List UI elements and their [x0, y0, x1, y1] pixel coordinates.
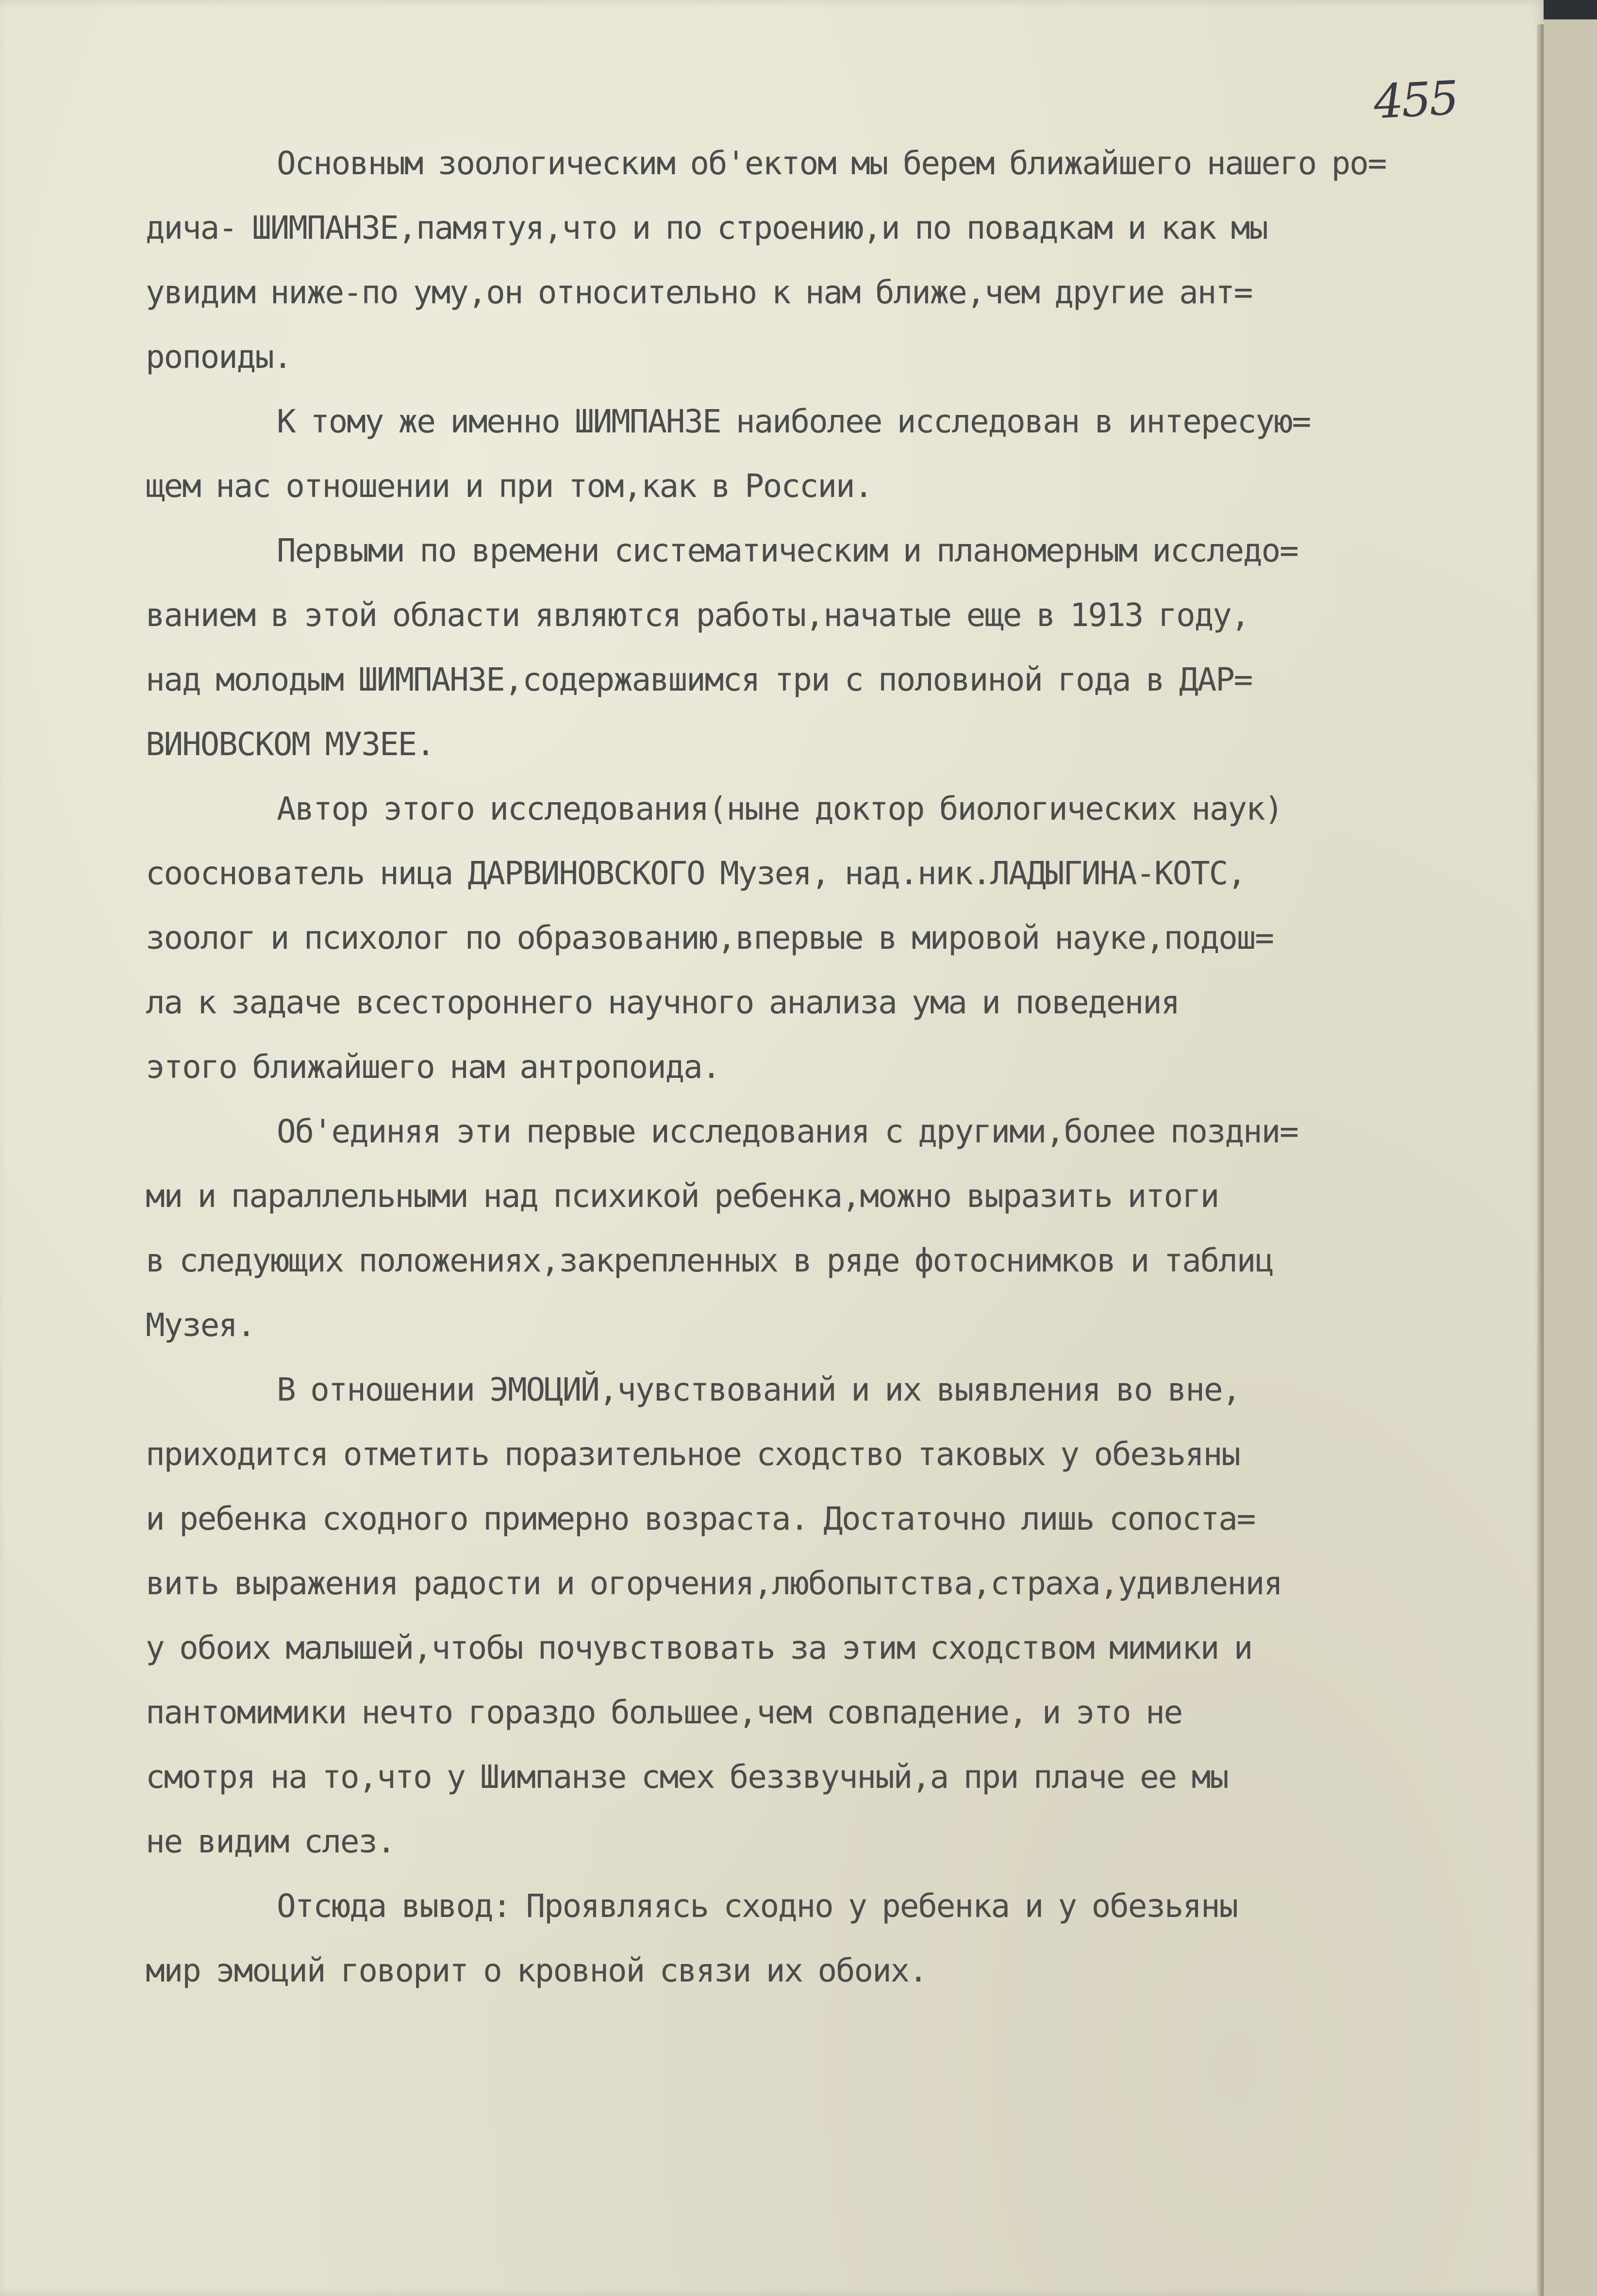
- text-line: мир эмоций говорит о кровной связи их обоих.: [146, 1952, 927, 1989]
- text-line: вить выражения радости и огорчения,любопытства,страха,удивления: [146, 1565, 1282, 1602]
- text-line: этого ближайшего нам антропоида.: [146, 1048, 720, 1086]
- paragraph-7: [146, 1874, 1514, 2003]
- paragraph-3: [146, 518, 1514, 776]
- text-line: приходится отметить поразительное сходство таковых у обезьяны: [146, 1436, 1240, 1473]
- text-line: дича- ШИМПАНЗЕ,памятуя,что и по строению,и по повадкам и как мы: [146, 209, 1267, 247]
- underlying-sheet: [1544, 19, 1597, 2296]
- text-line: ВИНОВСКОМ МУЗЕЕ.: [146, 726, 434, 763]
- text-line: над молодым ШИМПАНЗЕ,содержавшимся три с половиной года в ДАР=: [146, 661, 1252, 698]
- folio-number: 455: [1372, 70, 1459, 130]
- text-line: К тому же именно ШИМПАНЗЕ наиболее исследован в интересую=: [277, 403, 1311, 440]
- text-line: пантомимики нечто гораздо большее,чем совпадение, и это не: [146, 1694, 1182, 1731]
- text-line: зоолог и психолог по образованию,впервые в мировой науке,подош=: [146, 919, 1273, 957]
- paragraph-5: [146, 1099, 1514, 1357]
- text-line: смотря на то,что у Шимпанзе смех беззвучный,а при плаче ее мы: [146, 1758, 1228, 1796]
- text-line: увидим ниже-по уму,он относительно к нам ближе,чем другие ант=: [146, 274, 1252, 311]
- text-line: в следующих положениях,закрепленных в ряде фотоснимков и таблиц: [146, 1242, 1273, 1279]
- text-line: Первыми по времени систематическим и планомерным исследо=: [277, 532, 1298, 569]
- text-line: ропоиды.: [146, 338, 292, 376]
- text-line: сооснователь ница ДАРВИНОВСКОГО Музея, над.ник.ЛАДЫГИНА-КОТС,: [146, 855, 1246, 892]
- text-line: Об'единяя эти первые исследования с другими,более поздни=: [277, 1113, 1298, 1150]
- text-line: Музея.: [146, 1306, 255, 1344]
- text-line: не видим слез.: [146, 1823, 395, 1860]
- paragraph-6: [146, 1357, 1514, 1874]
- text-line: ванием в этой области являются работы,начатые еще в 1913 году,: [146, 596, 1249, 634]
- text-line: щем нас отношении и при том,как в России.: [146, 467, 872, 505]
- text-line: ла к задаче всестороннего научного анализа ума и поведения: [146, 984, 1180, 1021]
- text-line: Отсюда вывод: Проявляясь сходно у ребенка и у обезьяны: [277, 1887, 1237, 1925]
- paragraph-4: [146, 776, 1514, 1099]
- text-line: Основным зоологическим об'ектом мы берем ближайшего нашего ро=: [277, 145, 1386, 182]
- text-line: у обоих малышей,чтобы почувствовать за этим сходством мимики и: [146, 1629, 1252, 1667]
- text-line: ми и параллельными над психикой ребенка,можно выразить итоги: [146, 1177, 1219, 1215]
- text-line: Автор этого исследования(ныне доктор биологических наук): [277, 790, 1282, 827]
- text-line: В отношении ЭМОЦИЙ,чувствований и их выявления во вне,: [277, 1371, 1240, 1408]
- page-edge: [1537, 24, 1544, 2296]
- paragraph-1: [146, 131, 1514, 389]
- paragraph-2: [146, 389, 1514, 518]
- document-body: [146, 131, 1514, 2003]
- text-line: и ребенка сходного примерно возраста. Достаточно лишь сопоста=: [146, 1500, 1255, 1537]
